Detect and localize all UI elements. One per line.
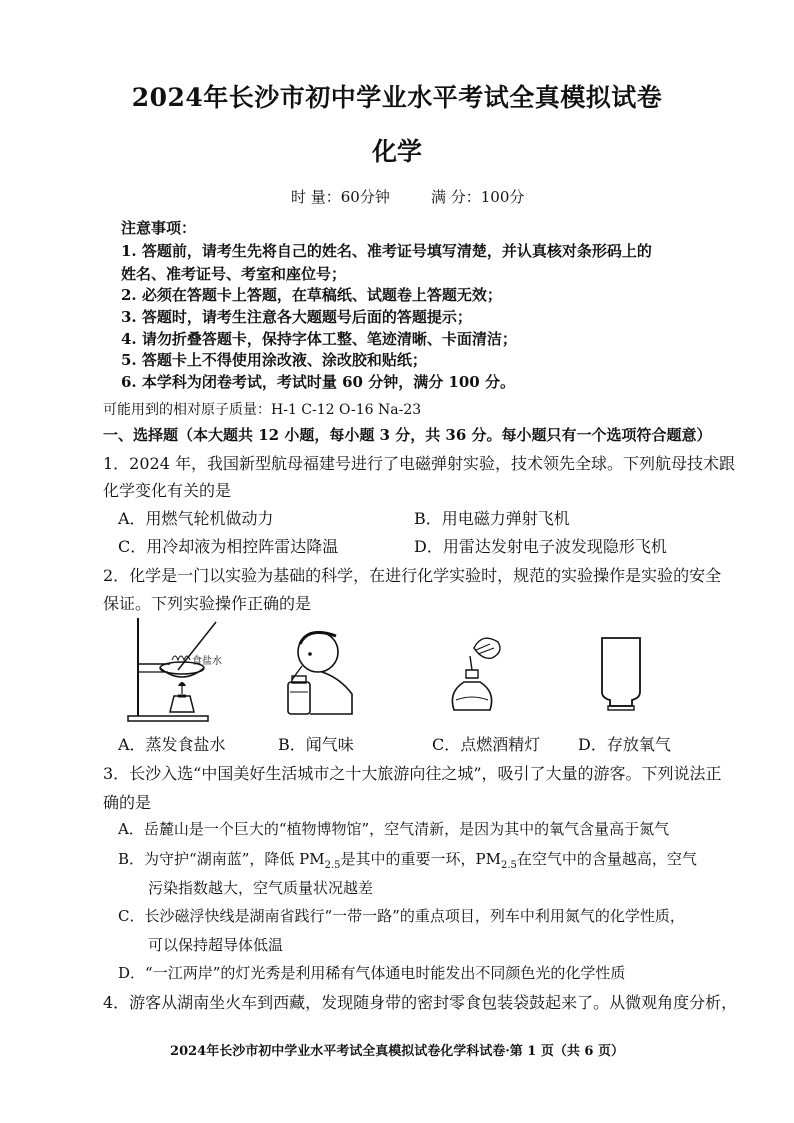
salt-water-label: 食盐水 bbox=[192, 656, 222, 667]
q3-option-b bbox=[118, 848, 697, 871]
atomic-masses: 可能用到的相对原子质量：H-1 C-12 O-16 Na-23 bbox=[103, 402, 422, 418]
notes-heading: 注意事项： bbox=[121, 219, 197, 237]
q3-option-b-text: 是其中的重要一环，PM bbox=[340, 850, 501, 868]
q1-option-c: C．用冷却液为相控阵雷达降温 bbox=[118, 537, 339, 556]
q3-option-b-text: 在空气中的含量越高，空气 bbox=[516, 850, 697, 868]
note-item: 1. 答题前，请考生先将自己的姓名、准考证号填写清楚，并认真核对条形码上的 bbox=[121, 242, 652, 260]
note-item: 2. 必须在答题卡上答题，在草稿纸、试题卷上答题无效； bbox=[121, 286, 502, 304]
q1-option-d: D．用雷达发射电子波发现隐形飞机 bbox=[414, 537, 667, 556]
question-3-stem: 确的是 bbox=[103, 793, 152, 812]
note-item: 3. 答题时，请考生注意各大题题号后面的答题提示； bbox=[121, 308, 472, 326]
page-title: 2024年长沙市初中学业水平考试全真模拟试卷 bbox=[131, 83, 663, 112]
page-footer: 2024年长沙市初中学业水平考试全真模拟试卷化学科试卷·第 1 页（共 6 页） bbox=[170, 1044, 624, 1059]
q2-option-b: B．闻气味 bbox=[278, 735, 354, 754]
q3-option-c: C．长沙磁浮快线是湖南省践行“一带一路”的重点项目，列车中利用氮气的化学性质， bbox=[118, 907, 685, 925]
note-item: 姓名、准考证号、考室和座位号； bbox=[121, 265, 347, 283]
q1-option-b: B．用电磁力弹射飞机 bbox=[414, 509, 570, 528]
q2-option-d: D．存放氧气 bbox=[578, 735, 671, 754]
pm-subscript: 2.5 bbox=[500, 860, 517, 871]
q3-option-b-text: B．为守护“湖南蓝”，降低 PM bbox=[118, 850, 325, 868]
note-item: 4. 请勿折叠答题卡，保持字体工整、笔迹清晰、卡面清洁； bbox=[121, 330, 517, 348]
q3-option-d: D．“一江两岸”的灯光秀是利用稀有气体通电时能发出不同颜色光的化学性质 bbox=[118, 964, 626, 982]
note-item: 5. 答题卡上不得使用涂改液、涂改胶和贴纸； bbox=[121, 351, 427, 369]
smelling-gas-figure bbox=[282, 622, 362, 717]
q3-option-a: A．岳麓山是一个巨大的“植物博物馆”，空气清新，是因为其中的氧气含量高于氮气 bbox=[118, 820, 670, 838]
section-heading: 一、选择题（本大题共 12 小题，每小题 3 分，共 36 分。每小题只有一个选项符合题意） bbox=[103, 426, 712, 444]
evaporation-setup-figure bbox=[120, 612, 230, 722]
question-1-stem: 1．2024 年，我国新型航母福建号进行了电磁弹射实验，技术领先全球。下列航母技术跟 bbox=[103, 454, 735, 473]
subject-title: 化学 bbox=[371, 137, 422, 166]
question-4-stem: 4．游客从湖南坐火车到西藏，发现随身带的密封零食包装袋鼓起来了。从微观角度分析， bbox=[103, 993, 738, 1012]
question-3-stem: 3．长沙入选“中国美好生活城市之十大旅游向往之城”，吸引了大量的游客。下列说法正 bbox=[103, 764, 722, 783]
question-2-stem: 2．化学是一门以实验为基础的科学，在进行化学实验时，规范的实验操作是实验的安全 bbox=[103, 566, 722, 585]
note-item: 6. 本学科为闭卷考试，考试时量 60 分钟，满分 100 分。 bbox=[121, 373, 515, 391]
q1-option-a: A．用燃气轮机做动力 bbox=[118, 509, 274, 528]
q2-option-c: C．点燃酒精灯 bbox=[432, 735, 541, 754]
pm-subscript: 2.5 bbox=[324, 860, 341, 871]
alcohol-lamp-figure bbox=[444, 630, 514, 715]
q3-option-b-cont: 污染指数越大，空气质量状况越差 bbox=[148, 879, 374, 897]
gas-bottle-figure bbox=[596, 634, 646, 712]
time-limit: 时 量：60分钟 bbox=[291, 188, 390, 206]
q2-option-a: A．蒸发食盐水 bbox=[118, 735, 226, 754]
question-2-stem: 保证。下列实验操作正确的是 bbox=[103, 594, 312, 613]
full-score: 满 分：100分 bbox=[431, 188, 525, 206]
q3-option-c-cont: 可以保持超导体低温 bbox=[148, 936, 284, 954]
question-1-stem: 化学变化有关的是 bbox=[103, 481, 232, 500]
